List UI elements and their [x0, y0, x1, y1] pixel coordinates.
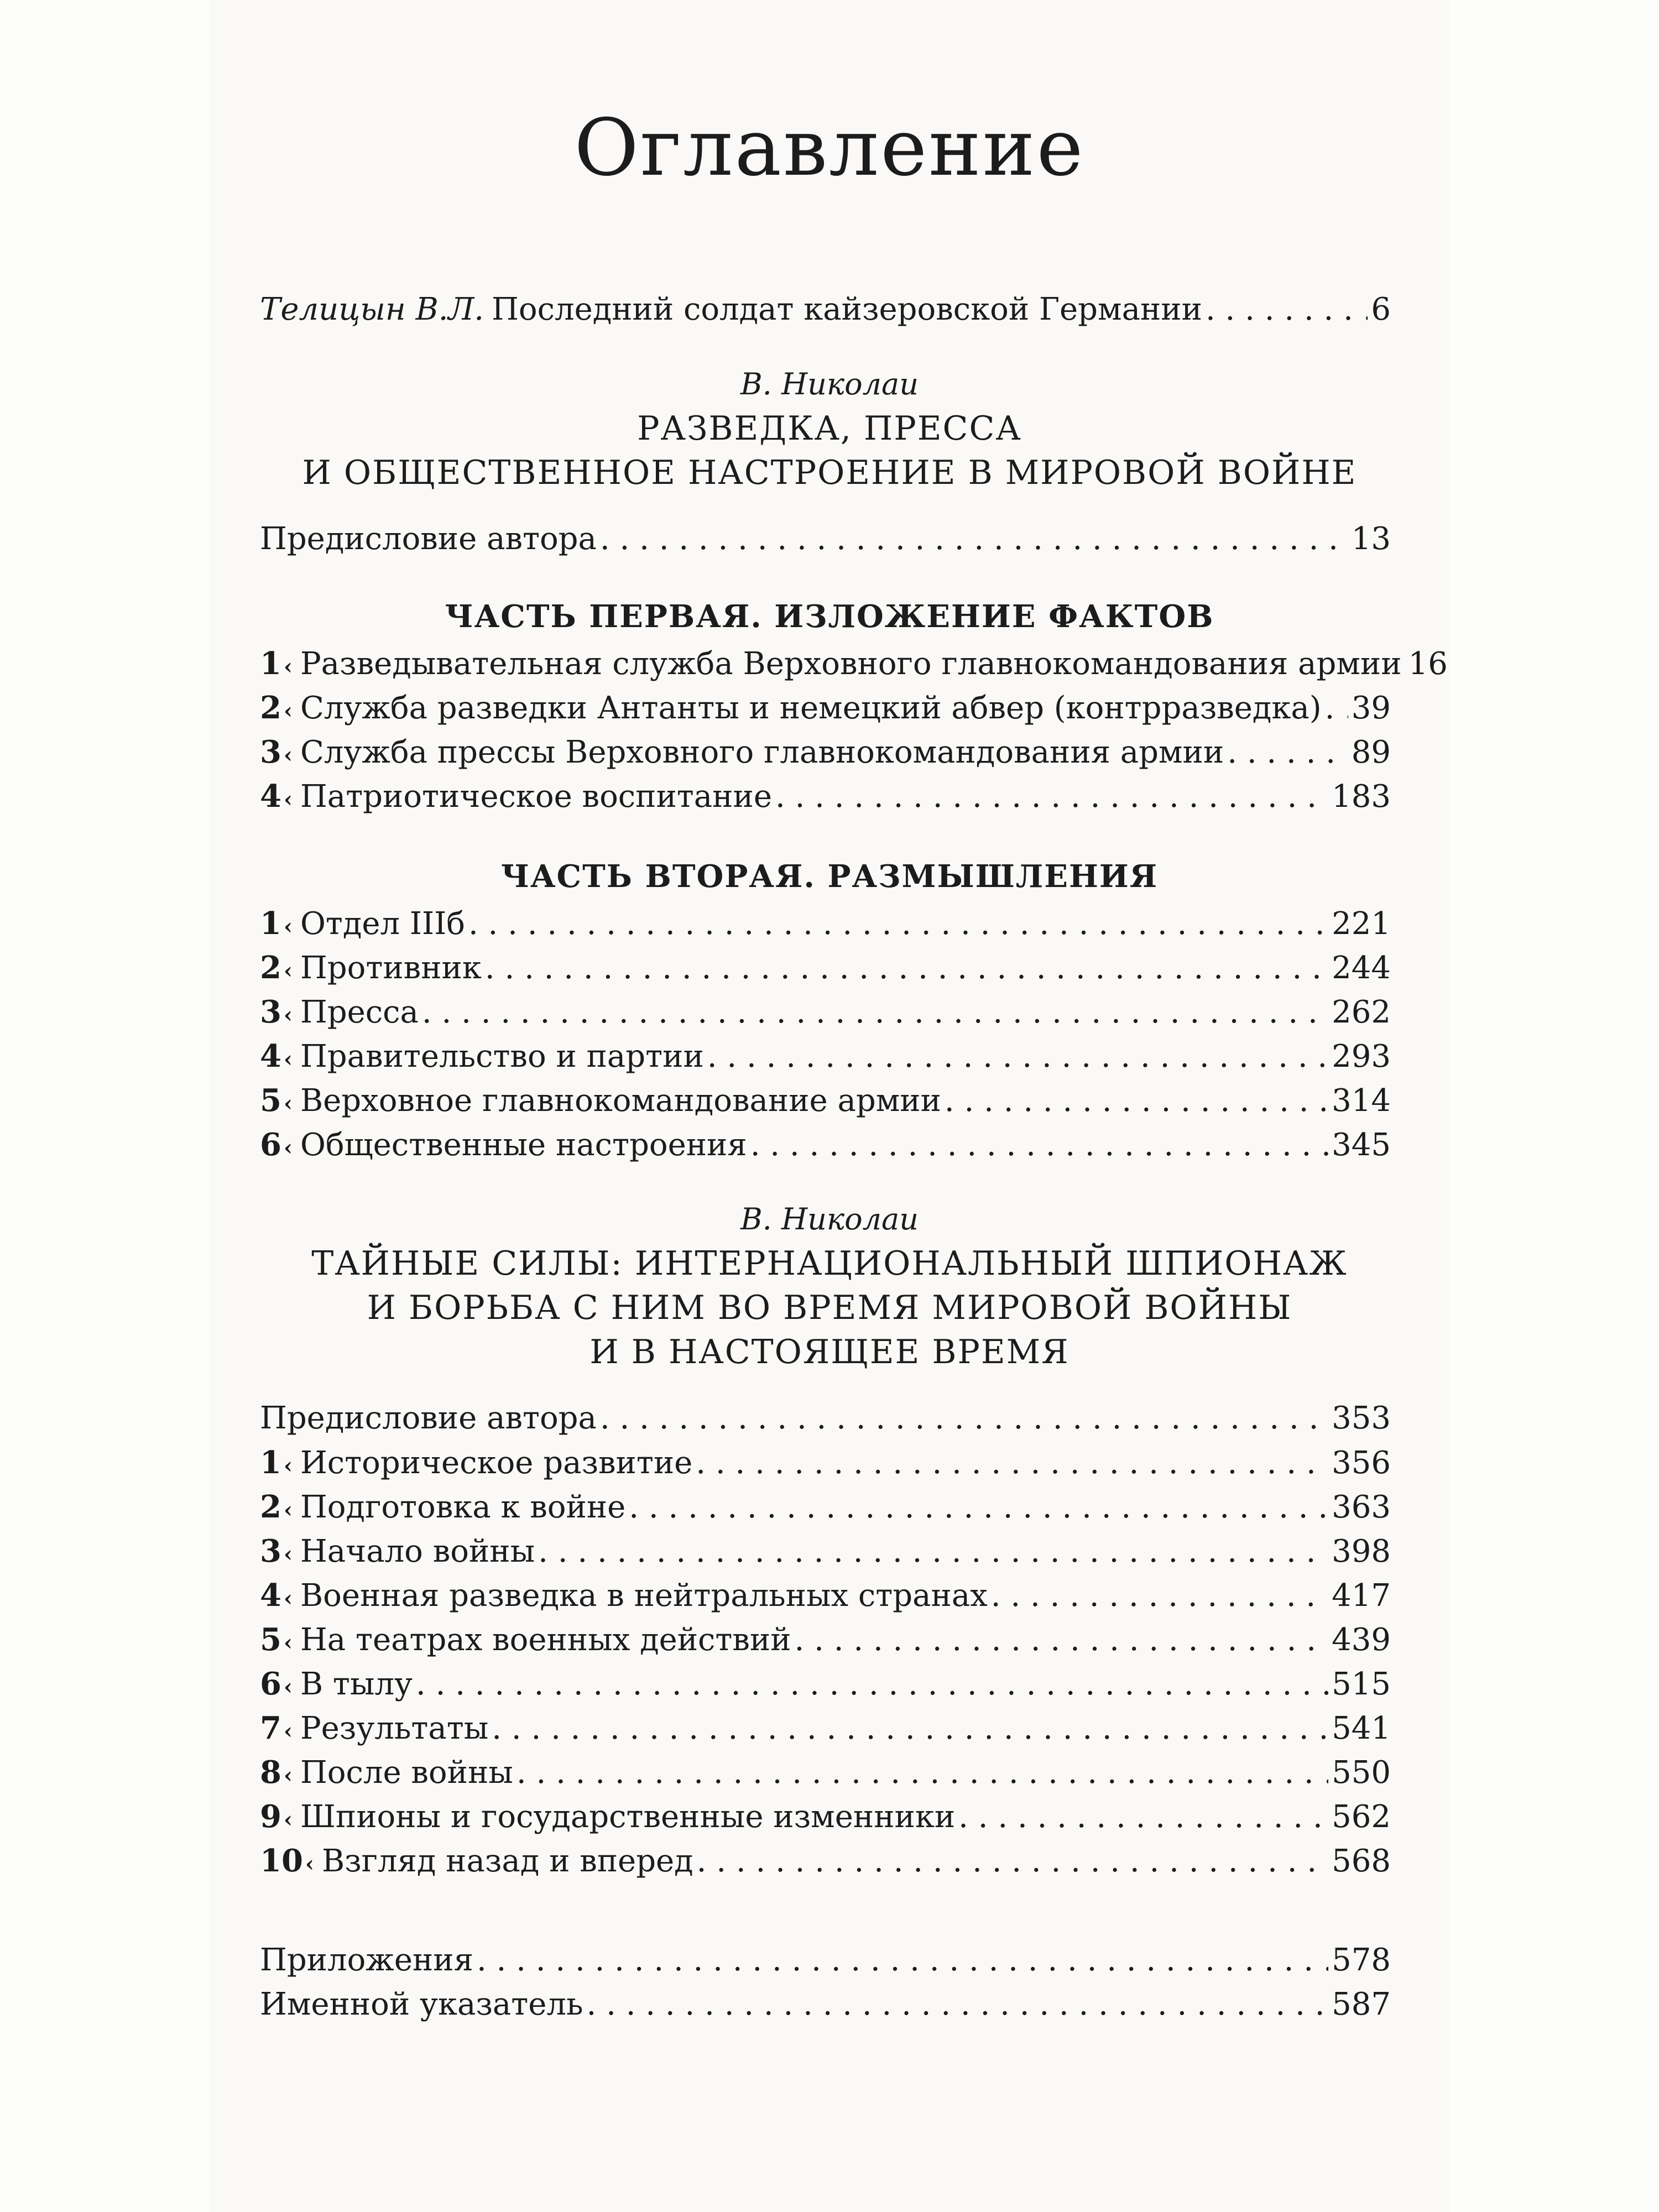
chapter-number: 3	[260, 994, 281, 1030]
entry-page: 550	[1332, 1755, 1391, 1791]
chapter-mark-icon: ‹	[283, 1135, 293, 1161]
entry-page: 587	[1332, 1986, 1391, 2022]
leader-dots	[492, 1707, 1328, 1751]
chapter-number: 1	[260, 1444, 281, 1481]
book1-title-line: И ОБЩЕСТВЕННОЕ НАСТРОЕНИЕ В МИРОВОЙ ВОЙНЕ	[302, 453, 1357, 492]
part-heading: ЧАСТЬ ВТОРАЯ. РАЗМЫШЛЕНИЯ	[500, 858, 1159, 895]
entry-page: 439	[1332, 1622, 1391, 1658]
chapter-mark-icon: ‹	[283, 654, 293, 680]
entry-label: Разведывательная служба Верховного главнокомандования армии	[300, 646, 1402, 682]
chapter-mark-icon: ‹	[283, 1718, 293, 1744]
entry-label: Военная разведка в нейтральных странах	[300, 1578, 988, 1614]
book1-author: В. Николаи	[740, 367, 919, 401]
leader-dots	[468, 902, 1328, 946]
chapter-mark-icon: ‹	[283, 958, 293, 984]
chapter-mark-icon: ‹	[283, 1091, 293, 1117]
chapter-mark-icon: ‹	[283, 1630, 293, 1656]
entry-page: 221	[1332, 906, 1391, 942]
leader-dots	[958, 1795, 1328, 1839]
toc-entry[interactable]	[260, 901, 1391, 946]
entry-label: На театрах военных действий	[300, 1622, 791, 1658]
chapter-mark-icon: ‹	[283, 914, 293, 940]
leader-dots	[1227, 731, 1348, 775]
toc-title: Оглавление	[574, 102, 1085, 194]
entry-label: Взгляд назад и вперед	[321, 1843, 693, 1879]
entry-label: Результаты	[300, 1710, 489, 1746]
entry-page: 541	[1332, 1710, 1391, 1746]
chapter-mark-icon: ‹	[283, 1497, 293, 1523]
entry-page: 314	[1332, 1083, 1391, 1119]
toc-entry[interactable]	[260, 1529, 1391, 1573]
chapter-number: 8	[260, 1754, 281, 1791]
toc-entry[interactable]	[260, 1485, 1391, 1529]
entry-page: 398	[1332, 1533, 1391, 1569]
toc-entry[interactable]	[260, 1750, 1391, 1794]
entry-label: В тылу	[300, 1666, 413, 1702]
leader-dots	[750, 1123, 1328, 1167]
leader-dots	[1206, 288, 1368, 332]
leader-dots	[629, 1485, 1328, 1530]
book2-title-line: И В НАСТОЯЩЕЕ ВРЕМЯ	[589, 1333, 1070, 1371]
entry-page: 578	[1332, 1942, 1391, 1978]
leader-dots	[795, 1618, 1329, 1662]
toc-entry[interactable]	[260, 774, 1391, 818]
entry-label: Служба прессы Верховного главнокомандования армии	[300, 734, 1224, 770]
chapter-number: 3	[260, 734, 281, 770]
entry-page: 353	[1332, 1400, 1391, 1436]
entry-label: Начало войны	[300, 1533, 535, 1569]
toc-entry[interactable]	[260, 946, 1391, 990]
chapter-mark-icon: ‹	[283, 1453, 293, 1479]
chapter-number: 1	[260, 905, 281, 942]
entry-page: 417	[1332, 1578, 1391, 1614]
toc-entry[interactable]	[260, 1441, 1391, 1485]
entry-page: 293	[1332, 1039, 1391, 1074]
chapter-mark-icon: ‹	[283, 1002, 293, 1028]
chapter-number: 5	[260, 1621, 281, 1658]
entry-page: 244	[1332, 950, 1391, 986]
entry-page: 562	[1332, 1799, 1391, 1835]
book2-title-line: ТАЙНЫЕ СИЛЫ: ИНТЕРНАЦИОНАЛЬНЫЙ ШПИОНАЖ	[311, 1244, 1348, 1283]
entry-label: Подготовка к войне	[300, 1489, 626, 1525]
chapter-number: 3	[260, 1533, 281, 1569]
chapter-number: 1	[260, 645, 281, 682]
leader-dots	[1325, 686, 1348, 731]
entry-label: Предисловие автора	[260, 521, 597, 557]
entry-page: 356	[1332, 1445, 1391, 1481]
entry-label: Предисловие автора	[260, 1400, 597, 1436]
entry-page: 262	[1332, 994, 1391, 1030]
leader-dots	[600, 517, 1348, 561]
chapter-number: 5	[260, 1082, 281, 1119]
entry-label: Противник	[300, 950, 482, 986]
toc-entry[interactable]	[260, 686, 1391, 730]
toc-entry-index[interactable]	[260, 1983, 1391, 2027]
chapter-mark-icon: ‹	[283, 742, 293, 768]
chapter-mark-icon: ‹	[283, 1046, 293, 1072]
leader-dots	[422, 990, 1328, 1035]
leader-dots	[477, 1938, 1328, 1983]
entry-page: 515	[1332, 1666, 1391, 1702]
toc-entry[interactable]	[260, 1839, 1391, 1883]
entry-page: 363	[1332, 1489, 1391, 1525]
entry-label: Служба разведки Антанты и немецкий абвер (контрразведка)	[300, 690, 1322, 726]
entry-page: 568	[1332, 1843, 1391, 1879]
chapter-number: 6	[260, 1126, 281, 1163]
chapter-number: 10	[260, 1843, 303, 1879]
entry-label: Патриотическое воспитание	[300, 779, 772, 815]
chapter-number: 4	[260, 1038, 281, 1074]
entry-label: Верховное главнокомандование армии	[300, 1083, 941, 1119]
chapter-mark-icon: ‹	[305, 1851, 314, 1877]
entry-label: Правительство и партии	[300, 1039, 704, 1074]
toc-entry-intro[interactable]	[260, 288, 1391, 332]
chapter-number: 4	[260, 1577, 281, 1614]
entry-label: Приложения	[260, 1942, 473, 1978]
leader-dots	[485, 946, 1328, 990]
toc-entry[interactable]	[260, 1573, 1391, 1618]
chapter-mark-icon: ‹	[283, 1541, 293, 1567]
chapter-mark-icon: ‹	[283, 1585, 293, 1611]
entry-label: Именной указатель	[260, 1986, 583, 2022]
entry-page: 16	[1408, 646, 1448, 682]
leader-dots	[991, 1574, 1328, 1618]
chapter-number: 7	[260, 1710, 281, 1746]
toc-entry-preface[interactable]	[260, 1396, 1391, 1441]
entry-page: 13	[1351, 521, 1391, 557]
toc-entry-appendix[interactable]	[260, 1938, 1391, 1983]
entry-author: Телицын В.Л.	[260, 291, 484, 327]
leader-dots	[945, 1079, 1328, 1123]
leader-dots	[707, 1035, 1328, 1079]
toc-entry[interactable]	[260, 1662, 1391, 1706]
entry-page: 183	[1332, 779, 1391, 815]
leader-dots	[517, 1751, 1328, 1795]
book1-title-line: РАЗВЕДКА, ПРЕССА	[637, 409, 1022, 448]
chapter-number: 9	[260, 1798, 281, 1835]
chapter-mark-icon: ‹	[283, 786, 293, 812]
entry-page: 39	[1351, 690, 1391, 726]
toc-entry[interactable]	[260, 641, 1448, 686]
leader-dots	[697, 1839, 1328, 1884]
entry-page: 345	[1332, 1127, 1391, 1163]
entry-label: Историческое развитие	[300, 1445, 693, 1481]
toc-entry[interactable]	[260, 1078, 1391, 1123]
leader-dots	[586, 1983, 1328, 2027]
part-heading: ЧАСТЬ ПЕРВАЯ. ИЗЛОЖЕНИЕ ФАКТОВ	[445, 598, 1214, 635]
chapter-mark-icon: ‹	[283, 1674, 293, 1700]
leader-dots	[600, 1396, 1328, 1441]
leader-dots	[775, 775, 1328, 819]
entry-label: После войны	[300, 1755, 513, 1791]
leader-dots	[538, 1530, 1328, 1574]
chapter-mark-icon: ‹	[283, 1807, 293, 1833]
toc-entry[interactable]	[260, 1618, 1391, 1662]
book2-title-line: И БОРЬБА С НИМ ВО ВРЕМЯ МИРОВОЙ ВОЙНЫ	[367, 1288, 1292, 1327]
toc-entry[interactable]	[260, 1123, 1391, 1167]
chapter-number: 2	[260, 950, 281, 986]
toc-entry-preface[interactable]	[260, 517, 1391, 561]
entry-label: Отдел IIIб	[300, 906, 465, 942]
chapter-number: 6	[260, 1666, 281, 1702]
chapter-number: 4	[260, 778, 281, 815]
entry-label: Последний солдат кайзеровской Германии	[492, 291, 1202, 327]
entry-page: 89	[1351, 734, 1391, 770]
toc-entry[interactable]	[260, 1794, 1391, 1839]
leader-dots	[696, 1441, 1328, 1485]
toc-entry[interactable]	[260, 990, 1391, 1034]
entry-label: Шпионы и государственные изменники	[300, 1799, 956, 1835]
entry-label: Пресса	[300, 994, 419, 1030]
chapter-mark-icon: ‹	[283, 1762, 293, 1788]
entry-page: 6	[1371, 291, 1391, 327]
toc-entry[interactable]	[260, 730, 1391, 774]
toc-entry[interactable]	[260, 1034, 1391, 1078]
chapter-mark-icon: ‹	[283, 698, 293, 724]
chapter-number: 2	[260, 1489, 281, 1525]
entry-label: Общественные настроения	[300, 1127, 747, 1163]
toc-entry[interactable]	[260, 1706, 1391, 1750]
book2-author: В. Николаи	[740, 1202, 919, 1237]
leader-dots	[416, 1662, 1328, 1707]
chapter-number: 2	[260, 690, 281, 726]
